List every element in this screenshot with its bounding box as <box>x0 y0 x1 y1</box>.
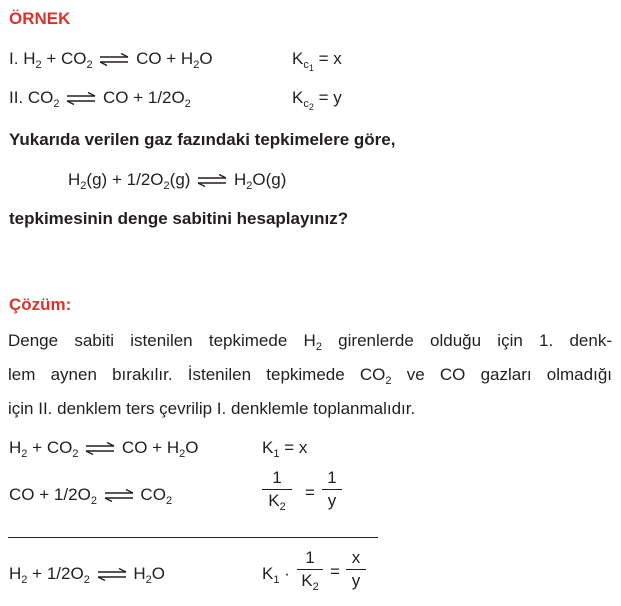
total-k-prefix: $K_1$ · <box>262 564 290 586</box>
solution-paragraph <box>8 324 612 426</box>
reaction-2-lhs: $CO_2$ <box>27 88 60 110</box>
paragraph-line-1: Denge sabiti istenilen tepkimede $H_2$ girenlerde olduğu için 1. denk- <box>8 331 612 353</box>
equilibrium-arrow-icon <box>97 568 127 582</box>
equilibrium-arrow-icon <box>85 442 115 456</box>
equilibrium-arrow-icon <box>66 92 96 106</box>
reaction-1 <box>9 48 213 70</box>
reaction-2-label: II. <box>9 88 24 107</box>
step-1-k: $K_1 = x$ <box>262 438 308 460</box>
solution-step-1 <box>9 437 198 459</box>
solution-heading: Çözüm: <box>9 295 72 314</box>
total-equals: = <box>330 562 340 581</box>
reaction-2 <box>9 87 191 109</box>
total-fraction-left: 1 $K_2$ <box>297 548 323 591</box>
question-line-2: tepkimesinin denge sabitini hesaplayınız? <box>9 209 349 228</box>
example-heading: ÖRNEK <box>9 9 71 28</box>
step-2-fraction-right: 1 y <box>322 468 342 511</box>
reaction-1-rhs: CO + $H_2O$ <box>136 49 213 71</box>
total-rhs: $H_2O$ <box>133 564 165 586</box>
question-line-1: Yukarıda verilen gaz fazındaki tepkimelere göre, <box>9 130 396 149</box>
sum-divider <box>8 537 378 538</box>
total-lhs: $H_2 + 1/2O_2$ <box>9 564 90 586</box>
target-reaction-rhs: $H_2O(g)$ <box>233 170 287 192</box>
total-fraction-right: x y <box>346 548 366 591</box>
reaction-2-k: $K_{c_2} = y$ <box>292 88 342 112</box>
step-2-fraction-left: 1 $K_2$ <box>262 468 292 511</box>
equilibrium-arrow-icon <box>104 489 134 503</box>
solution-step-2 <box>9 484 172 506</box>
reaction-1-lhs: $H_2 + CO_2$ <box>23 49 93 71</box>
paragraph-line-3: için II. denklem ters çevrilip I. denklemle toplanmalıdır. <box>8 399 416 418</box>
equilibrium-arrow-icon <box>99 53 129 67</box>
step-2-equals: = <box>305 483 315 502</box>
reaction-1-label: I. <box>9 49 19 68</box>
equilibrium-arrow-icon <box>197 174 227 188</box>
total-reaction <box>9 563 165 585</box>
paragraph-line-2: lem aynen bırakılır. İstenilen tepkimede $CO_2$ ve CO gazları olmadığı <box>8 365 612 387</box>
step-2-lhs: CO + $1/2O_2$ <box>9 485 97 507</box>
step-2-rhs: $CO_2$ <box>140 485 173 507</box>
target-reaction-lhs: $H_2(g) + 1/2O_2(g)$ <box>68 170 191 192</box>
target-reaction <box>68 169 286 191</box>
reaction-1-k: $K_{c_1} = x$ <box>292 49 342 73</box>
reaction-2-rhs: CO + $1/2O_2$ <box>103 88 191 110</box>
step-1-lhs: $H_2 + CO_2$ <box>9 438 79 460</box>
step-1-rhs: CO + $H_2O$ <box>121 438 199 460</box>
